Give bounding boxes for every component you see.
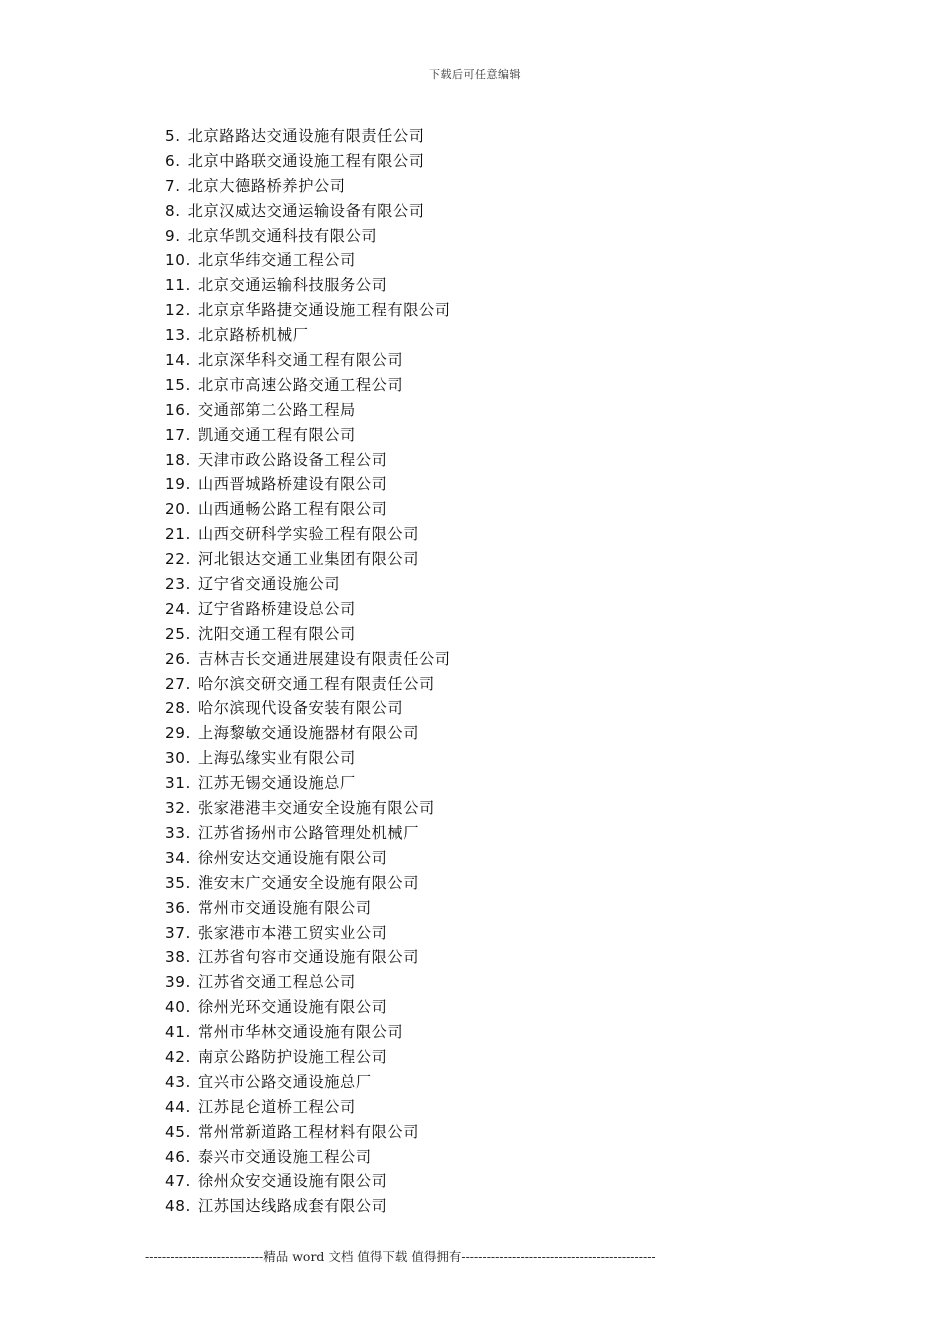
- list-item-number: 18.: [165, 450, 191, 469]
- list-item-company-name: 南京公路防护设施工程公司: [197, 1047, 388, 1066]
- list-item-company-name: 淮安末广交通安全设施有限公司: [197, 873, 419, 892]
- list-item-number: 29.: [165, 724, 191, 743]
- list-item-number: 38.: [165, 948, 191, 967]
- list-item-number: 34.: [165, 848, 191, 867]
- page-header: 下载后可任意编辑: [429, 68, 521, 81]
- list-item: [165, 871, 451, 896]
- list-item: [165, 348, 451, 373]
- list-item-company-name: 山西交研科学实验工程有限公司: [197, 525, 419, 544]
- list-item-company-name: 江苏省句容市交通设施有限公司: [197, 948, 419, 967]
- list-item-company-name: 北京路路达交通设施有限责任公司: [187, 127, 425, 145]
- list-item: [165, 821, 451, 846]
- list-item-company-name: 江苏昆仑道桥工程公司: [197, 1097, 356, 1116]
- list-item-company-name: 吉林吉长交通进展建设有限责任公司: [197, 649, 451, 668]
- list-item-number: 20.: [165, 500, 191, 519]
- list-item: [165, 1045, 451, 1070]
- list-item-company-name: 江苏省交通工程总公司: [197, 973, 356, 992]
- list-item-number: 42.: [165, 1047, 191, 1066]
- list-item-number: 43.: [165, 1072, 191, 1091]
- list-item-company-name: 徐州安达交通设施有限公司: [197, 848, 388, 867]
- list-item: [165, 248, 451, 273]
- list-item: [165, 373, 451, 398]
- list-item-company-name: 张家港市本港工贸实业公司: [197, 923, 388, 942]
- company-list: [165, 124, 451, 1219]
- list-item: [165, 224, 451, 249]
- list-item-company-name: 山西通畅公路工程有限公司: [197, 500, 388, 519]
- list-item-number: 11.: [165, 276, 191, 295]
- list-item: [165, 622, 451, 647]
- page-footer: ----------------------------精品 word 文档 值得下载 值得拥有----------------------------------------------: [145, 1249, 656, 1264]
- list-item-number: 47.: [165, 1172, 191, 1191]
- list-item-number: 25.: [165, 624, 191, 643]
- list-item-company-name: 哈尔滨交研交通工程有限责任公司: [197, 674, 435, 693]
- list-item-company-name: 辽宁省交通设施公司: [197, 575, 341, 594]
- list-item: [165, 448, 451, 473]
- list-item-company-name: 北京大德路桥养护公司: [187, 176, 346, 195]
- list-item-number: 8.: [165, 201, 181, 220]
- list-item: [165, 771, 451, 796]
- list-item: [165, 273, 451, 298]
- list-item-number: 32.: [165, 799, 191, 818]
- list-item: [165, 1020, 451, 1045]
- list-item-company-name: 辽宁省路桥建设总公司: [197, 599, 356, 618]
- list-item: [165, 323, 451, 348]
- list-item-number: 9.: [165, 226, 181, 245]
- list-item: [165, 398, 451, 423]
- list-item-company-name: 江苏国达线路成套有限公司: [197, 1197, 388, 1216]
- list-item: [165, 1145, 451, 1170]
- list-item: [165, 124, 451, 149]
- list-item: [165, 896, 451, 921]
- list-item-company-name: 上海黎敏交通设施器材有限公司: [197, 724, 419, 743]
- list-item-number: 16.: [165, 400, 191, 419]
- list-item-company-name: 沈阳交通工程有限公司: [197, 624, 356, 643]
- list-item-company-name: 常州常新道路工程材料有限公司: [197, 1122, 419, 1141]
- list-item-number: 22.: [165, 550, 191, 569]
- list-item: [165, 1169, 451, 1194]
- list-item-number: 13.: [165, 326, 191, 345]
- list-item-company-name: 凯通交通工程有限公司: [197, 425, 356, 444]
- list-item-company-name: 徐州众安交通设施有限公司: [197, 1172, 388, 1191]
- list-item: [165, 746, 451, 771]
- list-item: [165, 149, 451, 174]
- list-item: [165, 921, 451, 946]
- list-item-company-name: 河北银达交通工业集团有限公司: [197, 550, 419, 569]
- list-item: [165, 721, 451, 746]
- list-item-number: 10.: [165, 251, 191, 270]
- list-item-company-name: 北京中路联交通设施工程有限公司: [187, 151, 425, 170]
- list-item-company-name: 张家港港丰交通安全设施有限公司: [197, 799, 435, 818]
- list-item-number: 5.: [165, 127, 181, 145]
- list-item-company-name: 徐州光环交通设施有限公司: [197, 998, 388, 1017]
- list-item-number: 17.: [165, 425, 191, 444]
- list-item: [165, 1120, 451, 1145]
- list-item-number: 7.: [165, 176, 181, 195]
- list-item: [165, 1194, 451, 1219]
- list-item: [165, 672, 451, 697]
- list-item-company-name: 常州市华林交通设施有限公司: [197, 1023, 404, 1042]
- list-item: [165, 547, 451, 572]
- list-item: [165, 174, 451, 199]
- list-item-number: 46.: [165, 1147, 191, 1166]
- list-item-number: 26.: [165, 649, 191, 668]
- list-item: [165, 796, 451, 821]
- list-item-company-name: 北京汉威达交通运输设备有限公司: [187, 201, 425, 220]
- list-item-company-name: 江苏无锡交通设施总厂: [197, 774, 356, 793]
- list-item: [165, 995, 451, 1020]
- list-item: [165, 423, 451, 448]
- list-item-number: 6.: [165, 151, 181, 170]
- list-item-number: 41.: [165, 1023, 191, 1042]
- list-item-company-name: 北京路桥机械厂: [197, 326, 309, 345]
- list-item-number: 21.: [165, 525, 191, 544]
- list-item-number: 45.: [165, 1122, 191, 1141]
- list-item-company-name: 北京市高速公路交通工程公司: [197, 375, 404, 394]
- list-item-number: 37.: [165, 923, 191, 942]
- list-item: [165, 970, 451, 995]
- list-item: [165, 497, 451, 522]
- list-item-company-name: 上海弘缘实业有限公司: [197, 749, 356, 768]
- list-item-number: 36.: [165, 898, 191, 917]
- list-item-company-name: 天津市政公路设备工程公司: [197, 450, 388, 469]
- list-item-company-name: 交通部第二公路工程局: [197, 400, 356, 419]
- list-item-company-name: 宜兴市公路交通设施总厂: [197, 1072, 372, 1091]
- list-item-number: 15.: [165, 375, 191, 394]
- list-item-company-name: 北京京华路捷交通设施工程有限公司: [197, 301, 451, 320]
- list-item-company-name: 哈尔滨现代设备安装有限公司: [197, 699, 404, 718]
- list-item-company-name: 泰兴市交通设施工程公司: [197, 1147, 372, 1166]
- list-item-company-name: 江苏省扬州市公路管理处机械厂: [197, 823, 419, 842]
- list-item: [165, 1070, 451, 1095]
- list-item-number: 28.: [165, 699, 191, 718]
- list-item: [165, 1095, 451, 1120]
- list-item-number: 31.: [165, 774, 191, 793]
- list-item: [165, 199, 451, 224]
- list-item: [165, 696, 451, 721]
- list-item: [165, 572, 451, 597]
- list-item-company-name: 北京交通运输科技服务公司: [197, 276, 388, 295]
- list-item-number: 44.: [165, 1097, 191, 1116]
- list-item: [165, 945, 451, 970]
- list-item-number: 30.: [165, 749, 191, 768]
- list-item-company-name: 北京华纬交通工程公司: [197, 251, 356, 270]
- list-item-number: 48.: [165, 1197, 191, 1216]
- list-item-company-name: 山西晋城路桥建设有限公司: [197, 475, 388, 494]
- list-item-company-name: 北京华凯交通科技有限公司: [187, 226, 378, 245]
- list-item: [165, 298, 451, 323]
- list-item: [165, 597, 451, 622]
- list-item-number: 24.: [165, 599, 191, 618]
- list-item-number: 14.: [165, 351, 191, 370]
- list-item-number: 40.: [165, 998, 191, 1017]
- list-item-number: 35.: [165, 873, 191, 892]
- list-item: [165, 522, 451, 547]
- list-item-number: 27.: [165, 674, 191, 693]
- list-item-number: 33.: [165, 823, 191, 842]
- list-item-number: 12.: [165, 301, 191, 320]
- list-item-company-name: 北京深华科交通工程有限公司: [197, 351, 404, 370]
- list-item-number: 39.: [165, 973, 191, 992]
- list-item-company-name: 常州市交通设施有限公司: [197, 898, 372, 917]
- list-item: [165, 647, 451, 672]
- list-item: [165, 472, 451, 497]
- list-item: [165, 846, 451, 871]
- list-item-number: 19.: [165, 475, 191, 494]
- list-item-number: 23.: [165, 575, 191, 594]
